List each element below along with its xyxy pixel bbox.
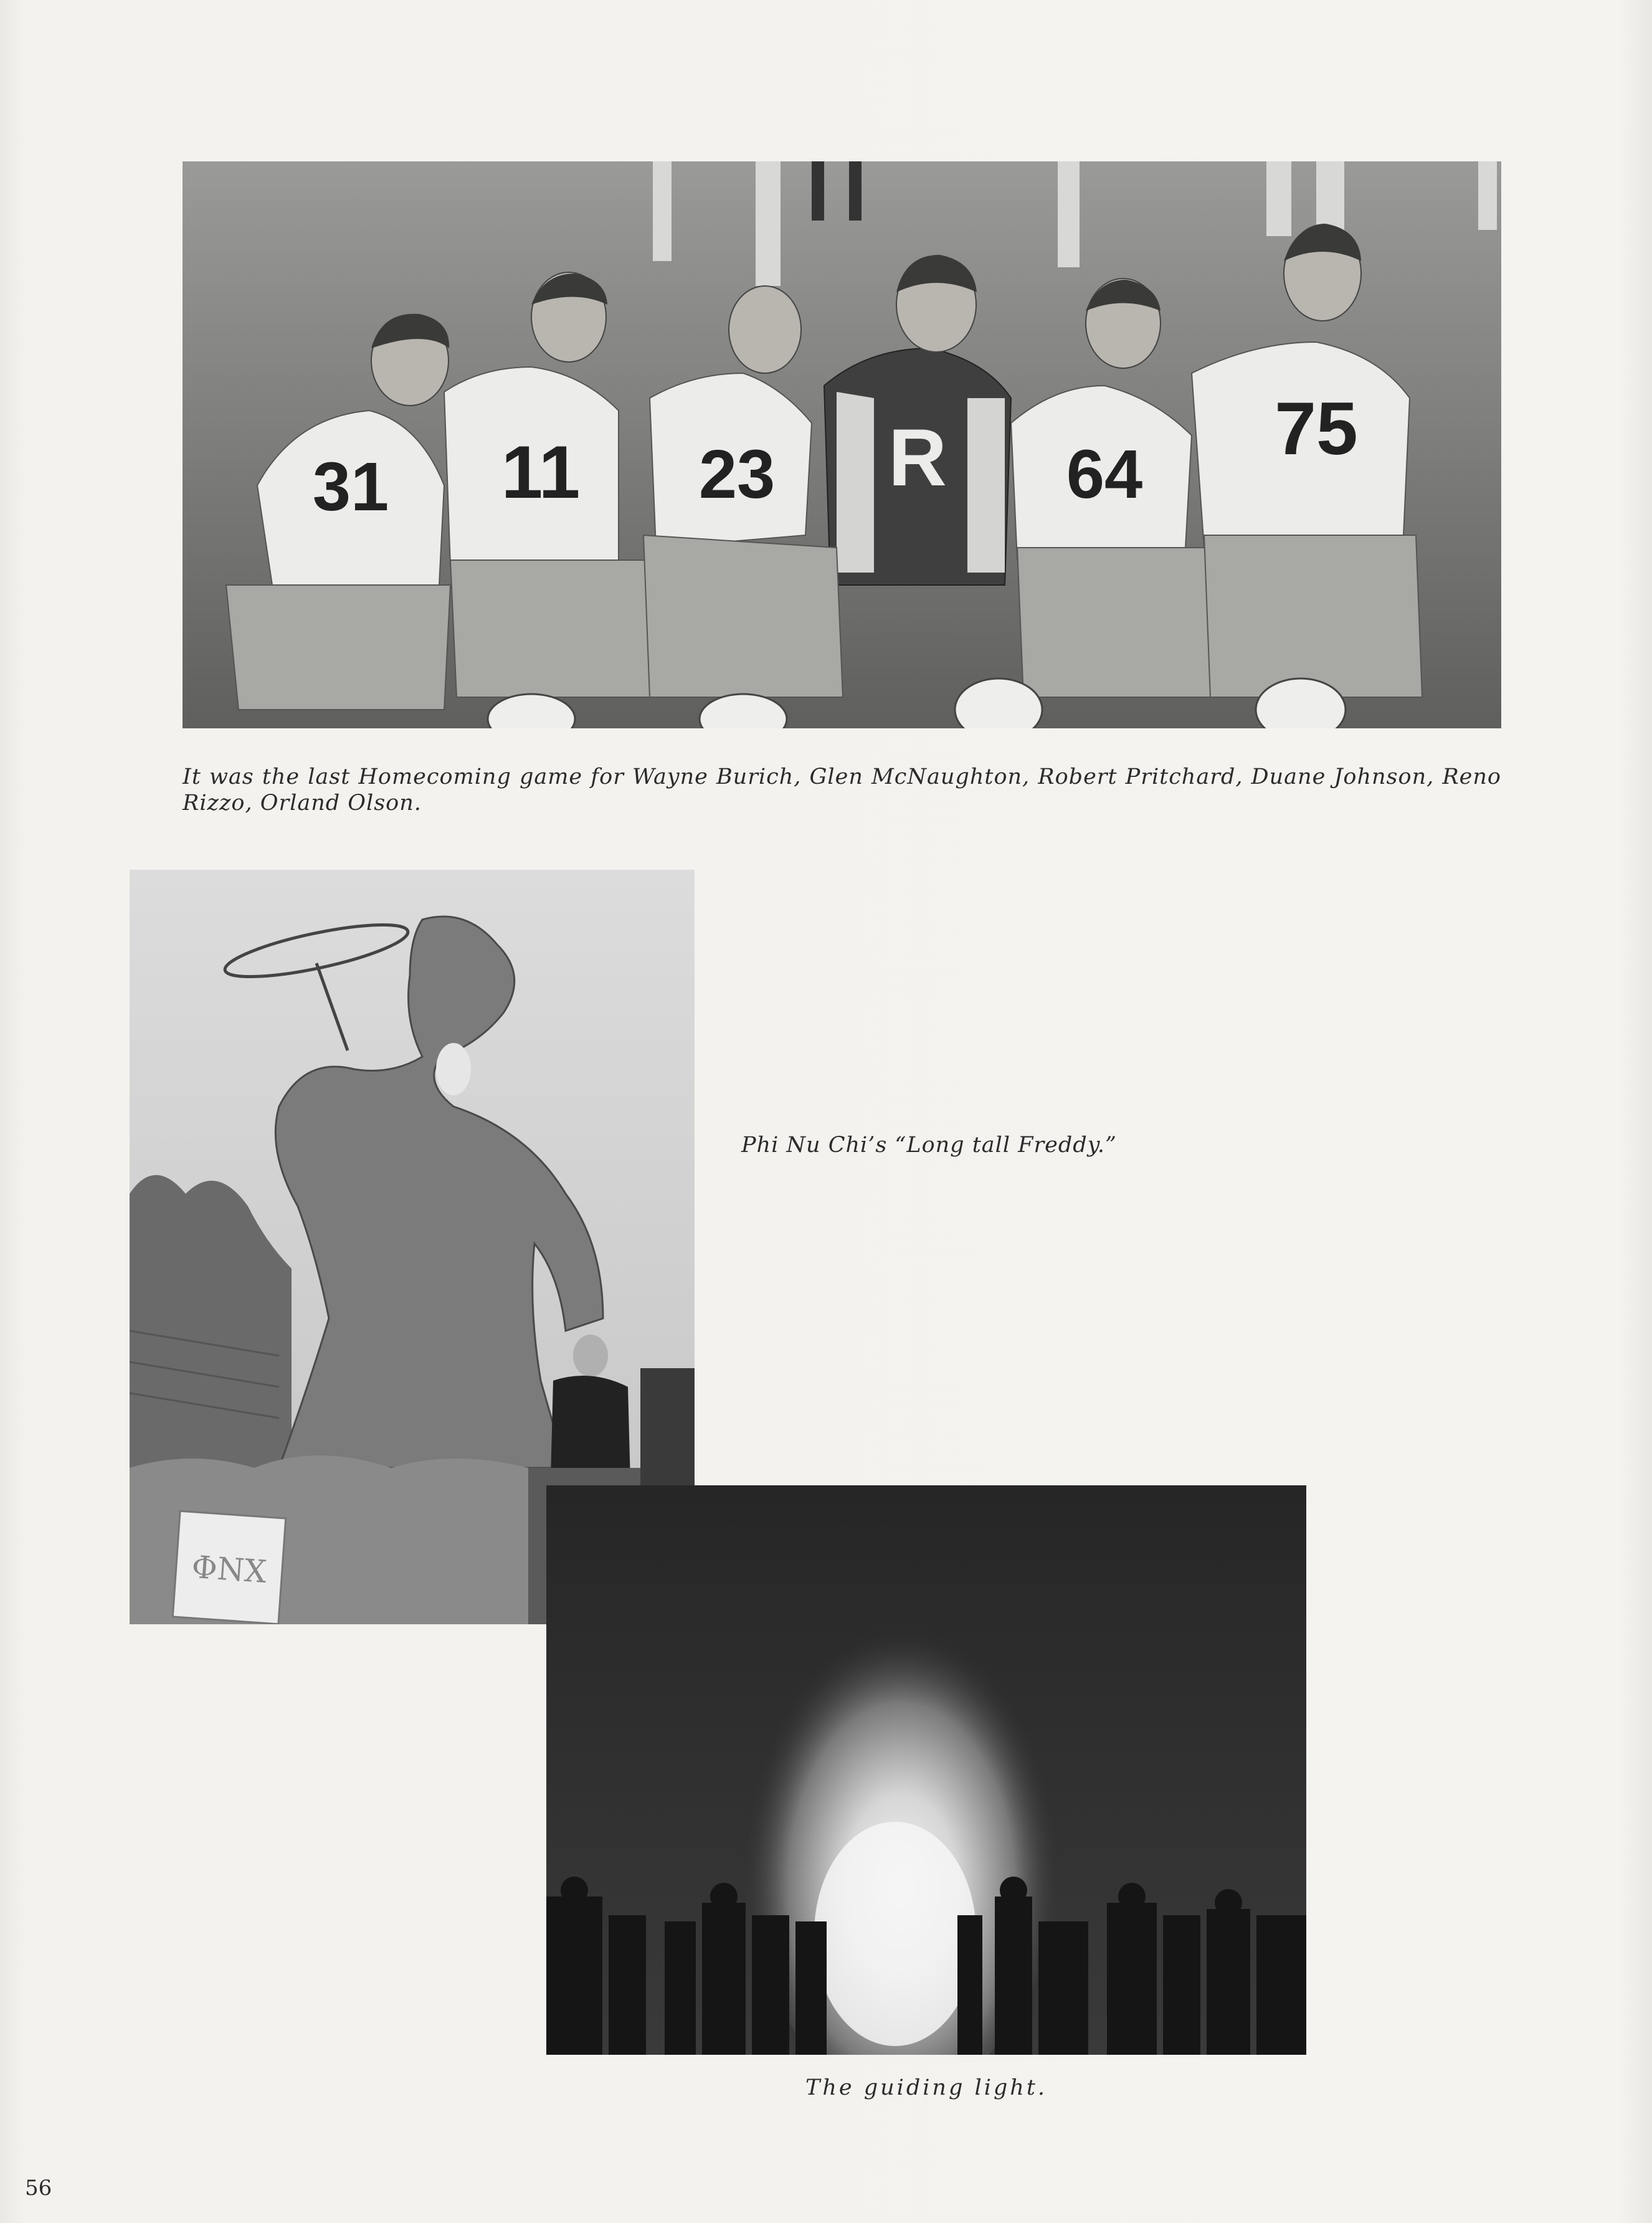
jersey-number-11: 11 [501,431,581,514]
jersey-number-31: 31 [312,449,389,525]
bonfire-image [546,1485,1306,2055]
bonfire-photo-caption: The guiding light. [805,2075,1048,2100]
football-players-image [183,161,1501,728]
jersey-number-75: 75 [1275,387,1358,470]
football-players-photo [183,161,1501,728]
jersey-number-23: 23 [698,436,776,513]
football-photo-caption: It was the last Homecoming game for Wayne Burich, Glen McNaughton, Robert Pritchard, Duane Johnson, Reno Rizzo, Orland Olson. [183,764,1501,816]
page-number: 56 [25,2176,52,2201]
bonfire-photo [546,1485,1306,2055]
jacket-letter-r: R [888,412,947,503]
float-photo-caption: Phi Nu Chi’s “Long tall Freddy.” [741,1133,1117,1158]
float-sign-letters: ΦNX [190,1548,268,1591]
jersey-number-64: 64 [1066,436,1143,513]
